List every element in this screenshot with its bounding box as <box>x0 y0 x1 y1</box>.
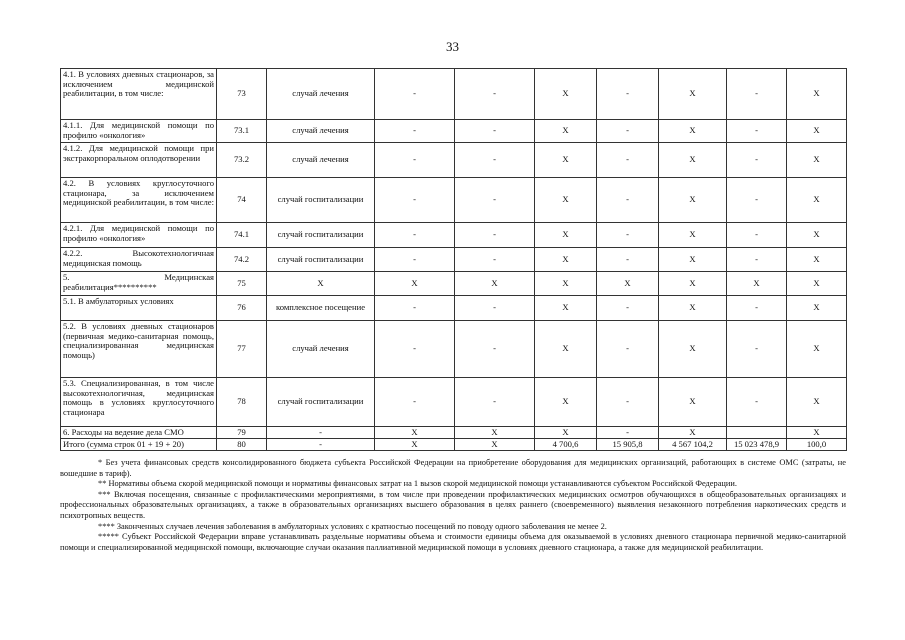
value-cell: - <box>727 223 787 248</box>
row-code-cell: 73.2 <box>217 143 267 178</box>
value-cell: Х <box>787 223 847 248</box>
value-cell: - <box>597 296 659 321</box>
row-code-cell: 74 <box>217 178 267 223</box>
row-unit-cell: случай лечения <box>267 321 375 378</box>
footnote: *** Включая посещения, связанные с профилактическими мероприятиями, в том числе при проведении профилактических медицинских осмотров обучающихся в общеобразовательных организациях и профессиональных образовательных организациях, а также в образовательных организациях высшего образования в целях раннего (своевременного) выявления незаконного потребления наркотических средств и психотропных веществ. <box>60 489 846 520</box>
value-cell: Х <box>535 427 597 439</box>
row-unit-cell: случай госпитализации <box>267 178 375 223</box>
row-code-cell: 79 <box>217 427 267 439</box>
row-unit-cell: - <box>267 427 375 439</box>
value-cell: - <box>455 378 535 427</box>
row-unit-cell: случай госпитализации <box>267 223 375 248</box>
value-cell: Х <box>659 69 727 120</box>
value-cell: - <box>455 223 535 248</box>
value-cell: - <box>597 427 659 439</box>
row-code-cell: 80 <box>217 439 267 451</box>
value-cell: Х <box>659 272 727 296</box>
value-cell: Х <box>375 427 455 439</box>
value-cell: Х <box>535 272 597 296</box>
value-cell: Х <box>659 178 727 223</box>
value-cell: - <box>455 143 535 178</box>
value-cell: Х <box>535 143 597 178</box>
value-cell: Х <box>787 69 847 120</box>
value-cell: Х <box>659 296 727 321</box>
footnotes <box>60 458 846 553</box>
row-unit-cell: случай лечения <box>267 69 375 120</box>
value-cell: 4 567 104,2 <box>659 439 727 451</box>
value-cell: - <box>597 143 659 178</box>
volume-finance-table <box>60 68 847 451</box>
value-cell: - <box>455 248 535 272</box>
value-cell: - <box>597 248 659 272</box>
row-name-cell: 4.1.2. Для медицинской помощи при экстракорпоральном оплодотворении <box>61 143 217 178</box>
value-cell: Х <box>787 178 847 223</box>
table-row <box>61 378 847 427</box>
value-cell: - <box>727 178 787 223</box>
table-body <box>61 69 847 451</box>
table-row <box>61 69 847 120</box>
value-cell: Х <box>787 378 847 427</box>
row-code-cell: 77 <box>217 321 267 378</box>
row-name-cell: 5.2. В условиях дневных стационаров (первичная медико-санитарная помощь, специализированная медицинская помощь) <box>61 321 217 378</box>
value-cell: - <box>727 378 787 427</box>
row-name-cell: 4.1. В условиях дневных стационаров, за исключением медицинской реабилитации, в том числе: <box>61 69 217 120</box>
value-cell: - <box>455 178 535 223</box>
value-cell: Х <box>535 378 597 427</box>
row-name-cell: 5.1. В амбулаторных условиях <box>61 296 217 321</box>
value-cell: Х <box>787 272 847 296</box>
value-cell: - <box>727 248 787 272</box>
row-unit-cell: случай лечения <box>267 143 375 178</box>
value-cell: - <box>597 120 659 143</box>
row-unit-cell: случай лечения <box>267 120 375 143</box>
row-code-cell: 73.1 <box>217 120 267 143</box>
value-cell: Х <box>535 178 597 223</box>
value-cell: - <box>455 296 535 321</box>
row-code-cell: 78 <box>217 378 267 427</box>
value-cell: - <box>455 120 535 143</box>
value-cell: Х <box>455 439 535 451</box>
value-cell: Х <box>659 120 727 143</box>
value-cell: - <box>727 120 787 143</box>
value-cell: - <box>375 178 455 223</box>
value-cell: - <box>455 69 535 120</box>
value-cell: Х <box>787 120 847 143</box>
row-code-cell: 75 <box>217 272 267 296</box>
value-cell: - <box>597 321 659 378</box>
value-cell: Х <box>787 296 847 321</box>
row-code-cell: 76 <box>217 296 267 321</box>
value-cell: - <box>375 296 455 321</box>
value-cell: - <box>727 296 787 321</box>
value-cell: - <box>597 378 659 427</box>
value-cell: - <box>375 120 455 143</box>
value-cell: Х <box>659 378 727 427</box>
value-cell: - <box>375 223 455 248</box>
value-cell: Х <box>375 272 455 296</box>
value-cell: Х <box>787 321 847 378</box>
table-row <box>61 427 847 439</box>
row-unit-cell: случай госпитализации <box>267 248 375 272</box>
value-cell: Х <box>535 321 597 378</box>
row-unit-cell: Х <box>267 272 375 296</box>
value-cell: Х <box>659 427 727 439</box>
value-cell: 15 905,8 <box>597 439 659 451</box>
table-row <box>61 272 847 296</box>
row-unit-cell: комплексное посещение <box>267 296 375 321</box>
table-row <box>61 296 847 321</box>
value-cell: Х <box>727 272 787 296</box>
table-row <box>61 321 847 378</box>
row-name-cell: 5.3. Специализированная, в том числе высокотехнологичная, медицинская помощь в условиях круглосуточного стационара <box>61 378 217 427</box>
footnote: ** Нормативы объема скорой медицинской помощи и нормативы финансовых затрат на 1 вызов скорой медицинской помощи устанавливаются субъектом Российской Федерации. <box>98 479 737 489</box>
value-cell: - <box>727 69 787 120</box>
value-cell: - <box>455 321 535 378</box>
value-cell: - <box>375 248 455 272</box>
value-cell: Х <box>535 69 597 120</box>
value-cell: 4 700,6 <box>535 439 597 451</box>
value-cell: - <box>375 321 455 378</box>
value-cell: Х <box>787 143 847 178</box>
footnote: * Без учета финансовых средств консолидированного бюджета субъекта Российской Федерации на приобретение оборудования для медицинских организаций, работающих в системе ОМС (затраты, не вошедшие в тариф). <box>60 458 846 478</box>
value-cell: Х <box>787 427 847 439</box>
row-name-cell: 4.2.1. Для медицинской помощи по профилю «онкология» <box>61 223 217 248</box>
table-row <box>61 178 847 223</box>
table-row <box>61 223 847 248</box>
value-cell: - <box>727 321 787 378</box>
value-cell: - <box>375 143 455 178</box>
page-number: 33 <box>446 39 459 54</box>
value-cell: - <box>597 69 659 120</box>
table-row-total <box>61 439 847 451</box>
row-name-cell: 4.1.1. Для медицинской помощи по профилю «онкология» <box>61 120 217 143</box>
value-cell: Х <box>659 223 727 248</box>
row-unit-cell: - <box>267 439 375 451</box>
value-cell: - <box>727 143 787 178</box>
value-cell: - <box>375 69 455 120</box>
row-unit-cell: случай госпитализации <box>267 378 375 427</box>
value-cell: 100,0 <box>787 439 847 451</box>
value-cell: - <box>375 378 455 427</box>
row-name-cell: Итого (сумма строк 01 + 19 + 20) <box>61 439 217 451</box>
value-cell: - <box>597 223 659 248</box>
value-cell: Х <box>375 439 455 451</box>
value-cell: Х <box>659 321 727 378</box>
row-name-cell: 4.2.2. Высокотехнологичная медицинская помощь <box>61 248 217 272</box>
value-cell: Х <box>659 248 727 272</box>
value-cell: Х <box>535 223 597 248</box>
value-cell: Х <box>535 248 597 272</box>
footnote: ***** Субъект Российской Федерации вправе устанавливать раздельные нормативы объема и стоимости единицы объема для оказываемой в условиях дневного стационара первичной медико-санитарной помощи и специализированной медицинской помощи, включающие случаи оказания паллиативной медицинской помощи в условиях дневного стационара, а также для медицинской реабилитации. <box>60 532 846 552</box>
value-cell: Х <box>455 272 535 296</box>
value-cell: Х <box>787 248 847 272</box>
value-cell: Х <box>535 120 597 143</box>
row-name-cell: 4.2. В условиях круглосуточного стационара, за исключением медицинской реабилитации, в том числе: <box>61 178 217 223</box>
value-cell <box>727 427 787 439</box>
value-cell: Х <box>455 427 535 439</box>
value-cell: - <box>597 178 659 223</box>
value-cell: Х <box>659 143 727 178</box>
row-code-cell: 74.2 <box>217 248 267 272</box>
table-row <box>61 120 847 143</box>
row-name-cell: 6. Расходы на ведение дела СМО <box>61 427 217 439</box>
footnote: **** Законченных случаев лечения заболевания в амбулаторных условиях с кратностью посещений по поводу одного заболевания не менее 2. <box>98 521 607 531</box>
value-cell: Х <box>535 296 597 321</box>
row-code-cell: 73 <box>217 69 267 120</box>
value-cell: Х <box>597 272 659 296</box>
value-cell: 15 023 478,9 <box>727 439 787 451</box>
row-name-cell: 5. Медицинская реабилитация********** <box>61 272 217 296</box>
row-code-cell: 74.1 <box>217 223 267 248</box>
table-row <box>61 143 847 178</box>
table-row <box>61 248 847 272</box>
